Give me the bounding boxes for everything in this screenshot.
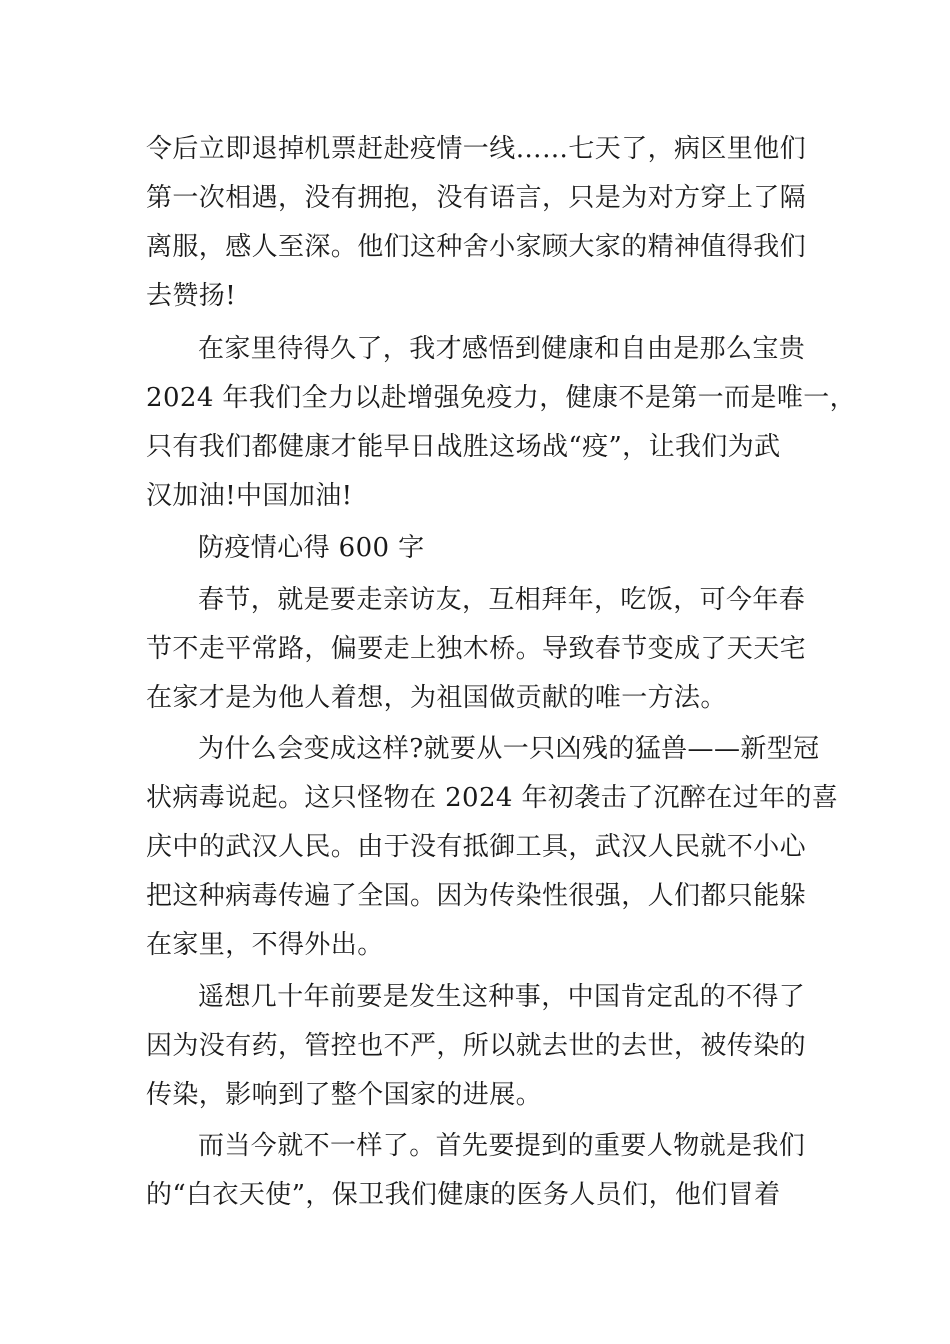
- text-line: 2024 年我们全力以赴增强免疫力，健康不是第一而是唯一，: [146, 383, 857, 413]
- text-line: 庆中的武汉人民。由于没有抵御工具，武汉人民就不小心: [146, 832, 807, 862]
- text-line: 只有我们都健康才能早日战胜这场战“疫”，让我们为武: [146, 432, 781, 462]
- text-line: 把这种病毒传遍了全国。因为传染性很强，人们都只能躲: [146, 881, 807, 911]
- text-line: 离服，感人至深。他们这种舍小家顾大家的精神值得我们: [146, 232, 807, 262]
- paragraph-first-line: 春节，就是要走亲访友，互相拜年，吃饭，可今年春: [198, 585, 806, 615]
- text-line: 状病毒说起。这只怪物在 2024 年初袭击了沉醉在过年的喜: [146, 783, 839, 813]
- paragraph-first-line: 而当今就不一样了。首先要提到的重要人物就是我们: [198, 1131, 806, 1161]
- text-line: 节不走平常路，偏要走上独木桥。导致春节变成了天天宅: [146, 634, 807, 664]
- paragraph-first-line: 为什么会变成这样?就要从一只凶残的猛兽——新型冠: [198, 734, 820, 764]
- text-line: 去赞扬!: [146, 281, 237, 311]
- text-line: 汉加油!中国加油!: [146, 481, 353, 511]
- paragraph-first-line: 在家里待得久了，我才感悟到健康和自由是那么宝贵: [198, 334, 806, 364]
- text-line: 因为没有药，管控也不严，所以就去世的去世，被传染的: [146, 1031, 807, 1061]
- paragraph-first-line: 遥想几十年前要是发生这种事，中国肯定乱的不得了: [198, 982, 806, 1012]
- text-line: 在家才是为他人着想，为祖国做贡献的唯一方法。: [146, 683, 727, 713]
- text-line: 令后立即退掉机票赶赴疫情一线……七天了，病区里他们: [146, 134, 807, 164]
- text-line: 传染，影响到了整个国家的进展。: [146, 1080, 543, 1110]
- text-line: 在家里，不得外出。: [146, 930, 384, 960]
- text-line: 第一次相遇，没有拥抱，没有语言，只是为对方穿上了隔: [146, 183, 807, 213]
- text-line: 的“白衣天使”，保卫我们健康的医务人员们，他们冒着: [146, 1180, 781, 1210]
- section-heading: 防疫情心得 600 字: [198, 533, 425, 563]
